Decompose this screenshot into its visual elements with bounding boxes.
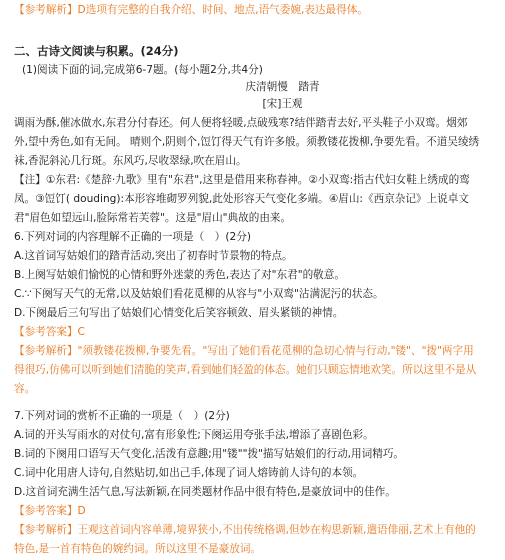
poem-line: 调雨为酥,催冰做水,东君分付春还。何人便将轻暖,点破残寒?结伴踏青去好,平头鞋子小双鸾。烟郊 xyxy=(14,117,468,129)
question-6-option-b: B.上阕写姑娘们愉悦的心情和野外迷蒙的秀色,表达了对"东君"的敬意。 xyxy=(14,269,345,281)
note-line: 【注】①东君:《楚辞·九歌》里有"东君",这里是借用来称春神。②小双鸾:指古代妇女鞋上绣成的鸾 xyxy=(14,174,470,186)
question-7-analysis: 特色,是一首有特色的婉约词。所以这里不是豪放词。 xyxy=(14,543,262,555)
question-7-stem: 7.下列对词的赏析不正确的一项是（ ）(2分) xyxy=(14,410,230,422)
top-analysis: 【参考解析】D选项有完整的自我介绍、时间、地点,语气委婉,表达最得体。 xyxy=(14,4,368,16)
note-line: 君"眉色如望远山,脸际常若芙蓉"。这是"眉山"典故的由来。 xyxy=(14,212,292,224)
question-intro: (1)阅读下面的词,完成第6-7题。(每小题2分,共4分) xyxy=(22,64,263,76)
question-6-answer: 【参考答案】C xyxy=(14,326,85,338)
poem-line: 袜,香泥斜沁几行斑。东风巧,尽收翠绿,吹在眉山。 xyxy=(14,155,247,167)
question-6-analysis: 【参考解析】"须教镂花拨柳,争要先看。"写出了她们看花觅柳的急切心情与行动,"镂"、"拨"两字用 xyxy=(14,345,474,357)
question-6-analysis: 容。 xyxy=(14,383,36,395)
poem-title: 庆清朝慢 踏青 xyxy=(245,81,320,93)
poem-author: [宋]王观 xyxy=(262,98,303,110)
question-6-option-c: C.∵下阕写天气的无常,以及姑娘们看花觅柳的从容与"小双鸾"沾满泥污的状态。 xyxy=(14,288,384,300)
note-line: 凤。③饾饤( douding):本形容堆砌罗列貌,此处形容天气变化多端。④眉山:《西京杂记》上说卓文 xyxy=(14,193,469,205)
section-title: 二、古诗文阅读与积累。(24分) xyxy=(14,44,179,58)
question-7-option-c: C.词中化用唐人诗句,自然贴切,如出己手,体现了词人熔铸前人诗句的本领。 xyxy=(14,467,364,479)
question-7-analysis: 【参考解析】王观这首词内容单薄,境界狭小,不出传统格调,但妙在构思新颖,遣语俳丽,艺术上有他的 xyxy=(14,524,476,536)
question-6-option-a: A.这首词写姑娘们的踏青活动,突出了初春时节景物的特点。 xyxy=(14,250,293,262)
question-7-option-a: A.词的开头写雨水的对仗句,富有形象性;下阕运用夸张手法,增添了喜剧色彩。 xyxy=(14,429,374,441)
question-6-stem: 6.下列对词的内容理解不正确的一项是（ ）(2分) xyxy=(14,231,251,243)
question-6-analysis: 得很巧,仿佛可以听到她们清脆的笑声,看到她们轻盈的体态。她们只顾忘情地欢笑。所以这里不是从 xyxy=(14,364,477,376)
question-7-option-d: D.这首词充满生活气息,写法新颖,在同类题材作品中很有特色,是豪放词中的佳作。 xyxy=(14,486,396,498)
question-7-option-b: B.词的下阕用口语写天气变化,活泼有意趣;用"镂""拨"描写姑娘们的行动,用词精巧。 xyxy=(14,448,405,460)
question-6-option-d: D.下阕最后三句写出了姑娘们心情变化后笑容顿敛、眉头紧锁的神情。 xyxy=(14,307,344,319)
question-7-answer: 【参考答案】D xyxy=(14,505,86,517)
poem-line: 外,望中秀色,如有无间。 晴则个,阴则个,饾饤得天气有许多般。须教镂花拨柳,争要先看。不道吴绫绣 xyxy=(14,136,480,148)
